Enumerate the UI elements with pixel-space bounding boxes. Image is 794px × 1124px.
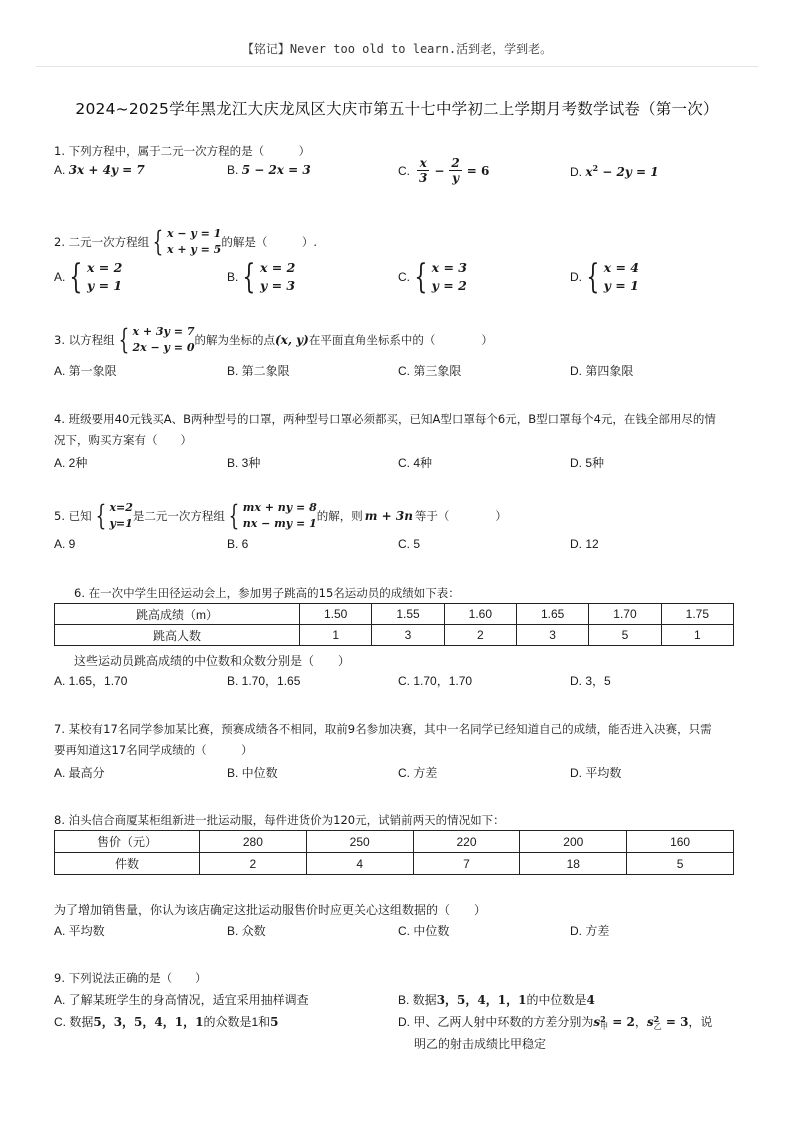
brace-icon: { bbox=[95, 498, 106, 532]
table-cell: 1.70 bbox=[589, 604, 661, 625]
q7-option-c: C. 方差 bbox=[398, 766, 438, 780]
q5-option-d: D. 12 bbox=[570, 537, 599, 551]
q6-option-d: D. 3，5 bbox=[570, 674, 611, 688]
q4-option-d: D. 5种 bbox=[570, 456, 605, 470]
q8-option-c: C. 中位数 bbox=[398, 924, 450, 938]
q8-option-d: D. 方差 bbox=[570, 924, 610, 938]
q4-option-a: A. 2种 bbox=[54, 456, 88, 470]
brace-icon: { bbox=[228, 498, 240, 532]
q7-stem-line2: 要再知道这17名同学成绩的（ ） bbox=[54, 743, 253, 757]
brace-icon: { bbox=[586, 257, 600, 298]
table-cell: 220 bbox=[413, 831, 520, 853]
q2-option-c: C. { x = 3 y = 2 bbox=[398, 257, 467, 298]
q5-option-b: B. 6 bbox=[227, 537, 249, 551]
table-cell: 1.50 bbox=[300, 604, 372, 625]
q6-option-c: C. 1.70，1.70 bbox=[398, 674, 473, 688]
table-cell: 3 bbox=[516, 625, 588, 646]
q7-stem-line1: 7. 某校有17名同学参加某比赛，预赛成绩各不相同，取前9名参加决赛，其中一名同学已经知道自己的成绩，能否进入决赛，只需 bbox=[54, 722, 712, 736]
q9-stem: 9. 下列说法正确的是（ ） bbox=[54, 971, 207, 985]
q8-stem: 8. 泊头信合商厦某柜组新进一批运动服，每件进货价为120元，试销前两天的情况如下： bbox=[54, 813, 505, 827]
q9-option-a: A. 了解某班学生的身高情况，适宜采用抽样调查 bbox=[54, 993, 309, 1007]
q9-option-d-line2: 明乙的射击成绩比甲稳定 bbox=[414, 1037, 547, 1051]
q7-option-b: B. 中位数 bbox=[227, 766, 278, 780]
q5-option-a: A. 9 bbox=[54, 537, 76, 551]
q7-option-a: A. 最高分 bbox=[54, 766, 105, 780]
fraction-2-over-y: $\frac{2}{y}$ bbox=[451, 156, 460, 185]
header-divider bbox=[36, 66, 758, 67]
q3-option-c: C. 第三象限 bbox=[398, 364, 462, 378]
table-header-cell: 售价（元） bbox=[55, 831, 200, 853]
q8-question: 为了增加销售量，你认为该店确定这批运动服售价时应更关心这组数据的（ ） bbox=[54, 903, 487, 917]
table-cell: 160 bbox=[627, 831, 734, 853]
table-row bbox=[55, 853, 734, 875]
brace-icon: { bbox=[414, 257, 428, 298]
table-header-cell: 跳高人数 bbox=[55, 625, 300, 646]
q2-option-a: A. { x = 2 y = 1 bbox=[54, 257, 123, 298]
brace-icon: { bbox=[242, 257, 256, 298]
q6-option-b: B. 1.70，1.65 bbox=[227, 674, 301, 688]
q5-stem: 5. 已知 { x=2 y=1 是二元一次方程组 { mx + ny = 8 nx − my = 1 的解，则 m + 3n 等于（ ） bbox=[54, 498, 507, 532]
q1-stem: 1. 下列方程中，属于二元一次方程的是（ ） bbox=[54, 144, 311, 158]
table-cell: 18 bbox=[520, 853, 627, 875]
table-cell: 5 bbox=[627, 853, 734, 875]
q1-option-b: B. 5 − 2x = 3 bbox=[227, 163, 311, 177]
q2-stem: 2. 二元一次方程组 { x − y = 1 x + y = 5 的解是（ ）. bbox=[54, 224, 317, 258]
q3-stem: 3. 以方程组 { x + 3y = 7 2x − y = 0 的解为坐标的点 (x, y) 在平面直角坐标系中的（ ） bbox=[54, 322, 493, 356]
table-cell: 1 bbox=[300, 625, 372, 646]
q4-stem-line1: 4. 班级要用40元钱买A、B两种型号的口罩，两种型号口罩必须都买，已知A型口罩每个6元，B型口罩每个4元，在钱全部用尽的情 bbox=[54, 412, 716, 426]
table-cell: 3 bbox=[372, 625, 444, 646]
table-cell: 1.55 bbox=[372, 604, 444, 625]
q4-stem-line2: 况下，购买方案有（ ） bbox=[54, 433, 192, 447]
table-cell: 1.65 bbox=[516, 604, 588, 625]
q2-option-b: B. { x = 2 y = 3 bbox=[227, 257, 296, 298]
table-row bbox=[55, 604, 734, 625]
q3-option-d: D. 第四象限 bbox=[570, 364, 634, 378]
q7-option-d: D. 平均数 bbox=[570, 766, 622, 780]
table-header-cell: 跳高成绩（m） bbox=[55, 604, 300, 625]
table-cell: 280 bbox=[200, 831, 307, 853]
q4-option-b: B. 3种 bbox=[227, 456, 261, 470]
q5-equation-system: { mx + ny = 8 nx − my = 1 bbox=[228, 498, 317, 532]
q8-table bbox=[54, 830, 734, 875]
table-row bbox=[55, 831, 734, 853]
page-title: 2024~2025学年黑龙江大庆龙凤区大庆市第五十七中学初二上学期月考数学试卷（第一次） bbox=[75, 100, 719, 118]
table-row bbox=[55, 625, 734, 646]
header-motto: 【铭记】Never too old to learn.活到老，学到老。 bbox=[241, 42, 553, 56]
brace-icon: { bbox=[69, 257, 83, 298]
q9-option-d: D. 甲、乙两人射中环数的方差分别为s 2 甲 = 2，s 2 乙 = 3，说 bbox=[398, 1013, 713, 1031]
table-cell: 1.75 bbox=[661, 604, 733, 625]
table-cell: 5 bbox=[589, 625, 661, 646]
q2-option-d: D. { x = 4 y = 1 bbox=[570, 257, 639, 298]
q9-option-c: C. 数据5，3，5，4，1，1的众数是1和5 bbox=[54, 1015, 279, 1029]
q9-option-b: B. 数据3，5，4，1，1的中位数是4 bbox=[398, 993, 595, 1007]
table-cell: 1 bbox=[661, 625, 733, 646]
q8-option-a: A. 平均数 bbox=[54, 924, 105, 938]
table-cell: 1.60 bbox=[444, 604, 516, 625]
brace-icon: { bbox=[152, 224, 164, 258]
q6-stem: 6. 在一次中学生田径运动会上，参加男子跳高的15名运动员的成绩如下表： bbox=[74, 586, 460, 600]
table-cell: 200 bbox=[520, 831, 627, 853]
q5-option-c: C. 5 bbox=[398, 537, 421, 551]
q3-equation-system: { x + 3y = 7 2x − y = 0 bbox=[118, 322, 195, 356]
fraction-x-over-3: $\frac{x}{3}$ bbox=[419, 156, 428, 185]
q6-question: 这些运动员跳高成绩的中位数和众数分别是（ ） bbox=[74, 654, 351, 668]
brace-icon: { bbox=[118, 322, 129, 356]
q3-option-a: A. 第一象限 bbox=[54, 364, 117, 378]
q6-table bbox=[54, 603, 734, 646]
table-cell: 2 bbox=[444, 625, 516, 646]
q5-solution-system: { x=2 y=1 bbox=[95, 498, 133, 532]
table-cell: 2 bbox=[200, 853, 307, 875]
table-cell: 4 bbox=[306, 853, 413, 875]
q1-option-c: C. $\frac{x}{3}$ − $\frac{2}{y}$ = 6 bbox=[398, 156, 490, 185]
q1-option-a: A. 3x + 4y = 7 bbox=[54, 163, 145, 177]
table-cell: 7 bbox=[413, 853, 520, 875]
q1-option-d: D. $x^2 - 2y = 1$ bbox=[570, 163, 659, 179]
q6-option-a: A. 1.65，1.70 bbox=[54, 674, 128, 688]
q2-equation-system: { x − y = 1 x + y = 5 bbox=[152, 224, 222, 258]
q4-option-c: C. 4种 bbox=[398, 456, 433, 470]
table-cell: 250 bbox=[306, 831, 413, 853]
table-header-cell: 件数 bbox=[55, 853, 200, 875]
q8-option-b: B. 众数 bbox=[227, 924, 266, 938]
q3-option-b: B. 第二象限 bbox=[227, 364, 290, 378]
